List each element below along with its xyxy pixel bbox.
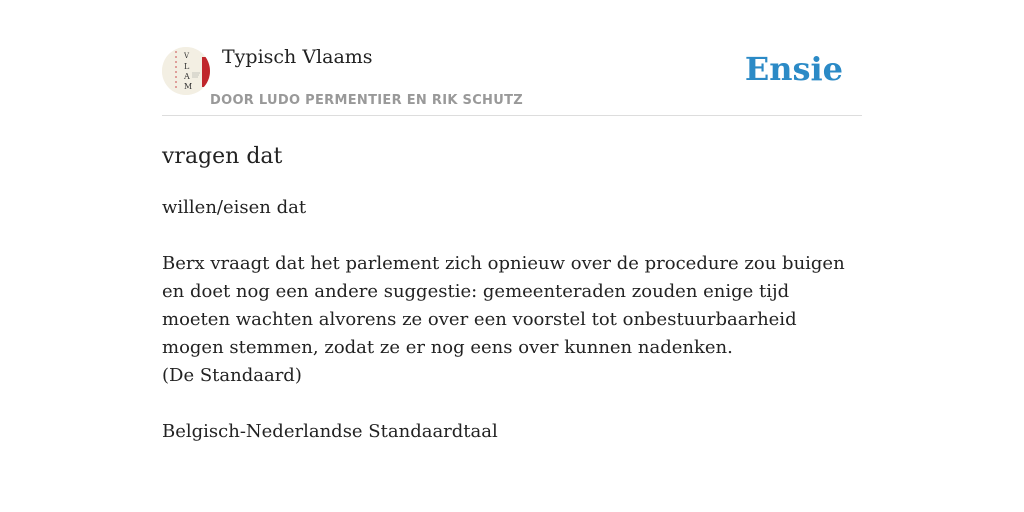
svg-text:V: V	[184, 52, 190, 60]
entry-definition: willen/eisen dat	[162, 197, 307, 218]
svg-text:A: A	[184, 72, 190, 81]
entry-category: Belgisch-Nederlandse Standaardtaal	[162, 421, 498, 442]
book-authors: DOOR LUDO PERMENTIER EN RIK SCHUTZ	[210, 93, 523, 108]
entry-card	[162, 42, 862, 446]
book-title[interactable]: Typisch Vlaams	[222, 46, 373, 68]
ensie-logo-link[interactable]: Ensie	[744, 50, 843, 88]
entry-header	[162, 42, 862, 116]
example-text: Berx vraagt dat het parlement zich opnieuw over de procedure zou buigen en doet nog een andere suggestie: gemeenteraden zouden enige tijd moeten wachten alvorens ze over een voorstel tot onbestuurbaarheid mogen stemmen, zodat ze er nog eens over kunnen nadenken.	[162, 253, 845, 358]
book-cover-icon[interactable]	[162, 47, 210, 95]
entry-example	[162, 250, 862, 390]
entry-term: vragen dat	[162, 144, 283, 169]
svg-text:M: M	[184, 82, 193, 91]
example-source: (De Standaard)	[162, 365, 302, 386]
svg-text:L: L	[184, 62, 190, 71]
